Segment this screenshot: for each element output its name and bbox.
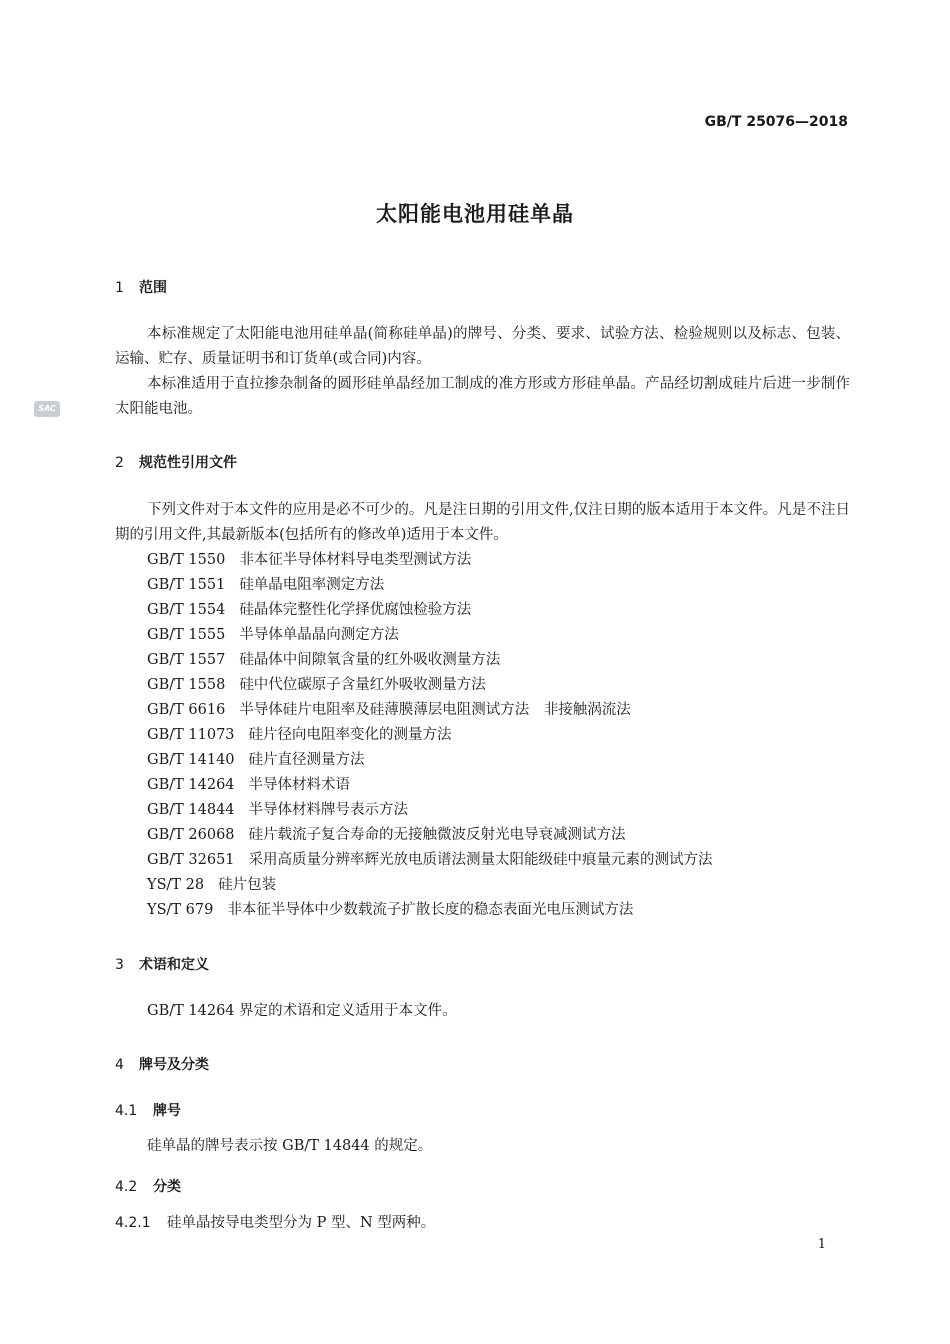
section-number: 4 — [115, 1057, 124, 1073]
reference-code: GB/T 1555 — [147, 627, 226, 643]
reference-name: 半导体硅片电阻率及硅薄膜薄层电阻测试方法 非接触涡流法 — [239, 702, 631, 718]
section-2-heading — [115, 452, 237, 472]
reference-code: GB/T 1558 — [147, 677, 226, 693]
reference-code: GB/T 14264 — [147, 777, 235, 793]
reference-name: 非本征半导体中少数载流子扩散长度的稳态表面光电压测试方法 — [227, 902, 634, 918]
sac-watermark-icon: SAC — [34, 401, 60, 417]
section-title: 范围 — [139, 280, 167, 296]
section-2-paragraph-1: 下列文件对于本文件的应用是必不可少的。凡是注日期的引用文件,仅注日期的版本适用于本文件。凡是不注日期的引用文件,其最新版本(包括所有的修改单)适用于本文件。 — [115, 502, 850, 543]
reference-item — [147, 673, 486, 698]
section-1-paragraph-1: 本标准规定了太阳能电池用硅单晶(简称硅单晶)的牌号、分类、要求、试验方法、检验规则以及标志、包装、运输、贮存、质量证明书和订货单(或合同)内容。 — [115, 326, 850, 367]
reference-name: 硅晶体完整性化学择优腐蚀检验方法 — [239, 602, 472, 618]
subsection-number: 4.2 — [115, 1179, 138, 1195]
section-4-heading — [115, 1054, 209, 1074]
reference-item — [147, 723, 452, 748]
clause-number: 4.2.1 — [115, 1215, 151, 1231]
section-number: 2 — [115, 455, 124, 471]
section-3-heading — [115, 954, 209, 974]
reference-code: YS/T 679 — [147, 902, 214, 918]
reference-name: 硅片载流子复合寿命的无接触微波反射光电导衰减测试方法 — [248, 827, 626, 843]
reference-code: YS/T 28 — [147, 877, 205, 893]
page-number: 1 — [817, 1237, 826, 1252]
section-4-1-heading — [115, 1100, 181, 1120]
document-title: 太阳能电池用硅单晶 — [376, 202, 574, 226]
reference-item — [147, 748, 365, 773]
reference-name: 半导体单晶晶向测定方法 — [239, 627, 399, 643]
reference-code: GB/T 1551 — [147, 577, 226, 593]
reference-item — [147, 648, 500, 673]
reference-name: 硅片径向电阻率变化的测量方法 — [248, 727, 452, 743]
section-1-heading — [115, 277, 167, 297]
standard-number: GB/T 25076—2018 — [704, 114, 848, 130]
section-number: 1 — [115, 280, 124, 296]
subsection-title: 牌号 — [153, 1103, 181, 1119]
reference-item — [147, 573, 384, 598]
reference-item — [147, 548, 471, 573]
reference-name: 非本征半导体材料导电类型测试方法 — [239, 552, 472, 568]
reference-code: GB/T 1554 — [147, 602, 226, 618]
reference-item — [147, 873, 276, 898]
section-3-paragraph-1: GB/T 14264 界定的术语和定义适用于本文件。 — [147, 1003, 457, 1019]
reference-item — [147, 823, 626, 848]
reference-name: 硅单晶电阻率测定方法 — [239, 577, 385, 593]
reference-code: GB/T 1557 — [147, 652, 226, 668]
reference-code: GB/T 1550 — [147, 552, 226, 568]
reference-item — [147, 623, 399, 648]
reference-name: 采用高质量分辨率辉光放电质谱法测量太阳能级硅中痕量元素的测试方法 — [248, 852, 713, 868]
reference-code: GB/T 26068 — [147, 827, 235, 843]
reference-item — [147, 698, 631, 723]
section-4-2-1-clause — [115, 1211, 435, 1232]
reference-code: GB/T 14844 — [147, 802, 235, 818]
section-title: 牌号及分类 — [139, 1057, 209, 1073]
reference-name: 半导体材料牌号表示方法 — [248, 802, 409, 818]
reference-code: GB/T 6616 — [147, 702, 226, 718]
reference-name: 硅片包装 — [218, 877, 277, 893]
section-4-2-heading — [115, 1176, 181, 1196]
reference-name: 半导体材料术语 — [248, 777, 351, 793]
clause-text: 硅单晶按导电类型分为 P 型、N 型两种。 — [167, 1215, 436, 1231]
subsection-number: 4.1 — [115, 1103, 138, 1119]
reference-name: 硅中代位碳原子含量红外吸收测量方法 — [239, 677, 486, 693]
reference-name: 硅晶体中间隙氧含量的红外吸收测量方法 — [239, 652, 501, 668]
reference-code: GB/T 11073 — [147, 727, 235, 743]
reference-name: 硅片直径测量方法 — [248, 752, 365, 768]
section-number: 3 — [115, 957, 124, 973]
reference-code: GB/T 32651 — [147, 852, 235, 868]
section-title: 规范性引用文件 — [139, 455, 237, 471]
reference-item — [147, 598, 471, 623]
reference-code: GB/T 14140 — [147, 752, 235, 768]
section-1-paragraph-2: 本标准适用于直拉掺杂制备的圆形硅单晶经加工制成的准方形或方形硅单晶。产品经切割成硅片后进一步制作太阳能电池。 — [115, 376, 850, 417]
reference-item — [147, 898, 633, 923]
section-title: 术语和定义 — [139, 957, 209, 973]
reference-item — [147, 798, 408, 823]
subsection-title: 分类 — [153, 1179, 181, 1195]
reference-item — [147, 848, 713, 873]
section-4-1-paragraph: 硅单晶的牌号表示按 GB/T 14844 的规定。 — [147, 1138, 433, 1154]
reference-item — [147, 773, 350, 798]
